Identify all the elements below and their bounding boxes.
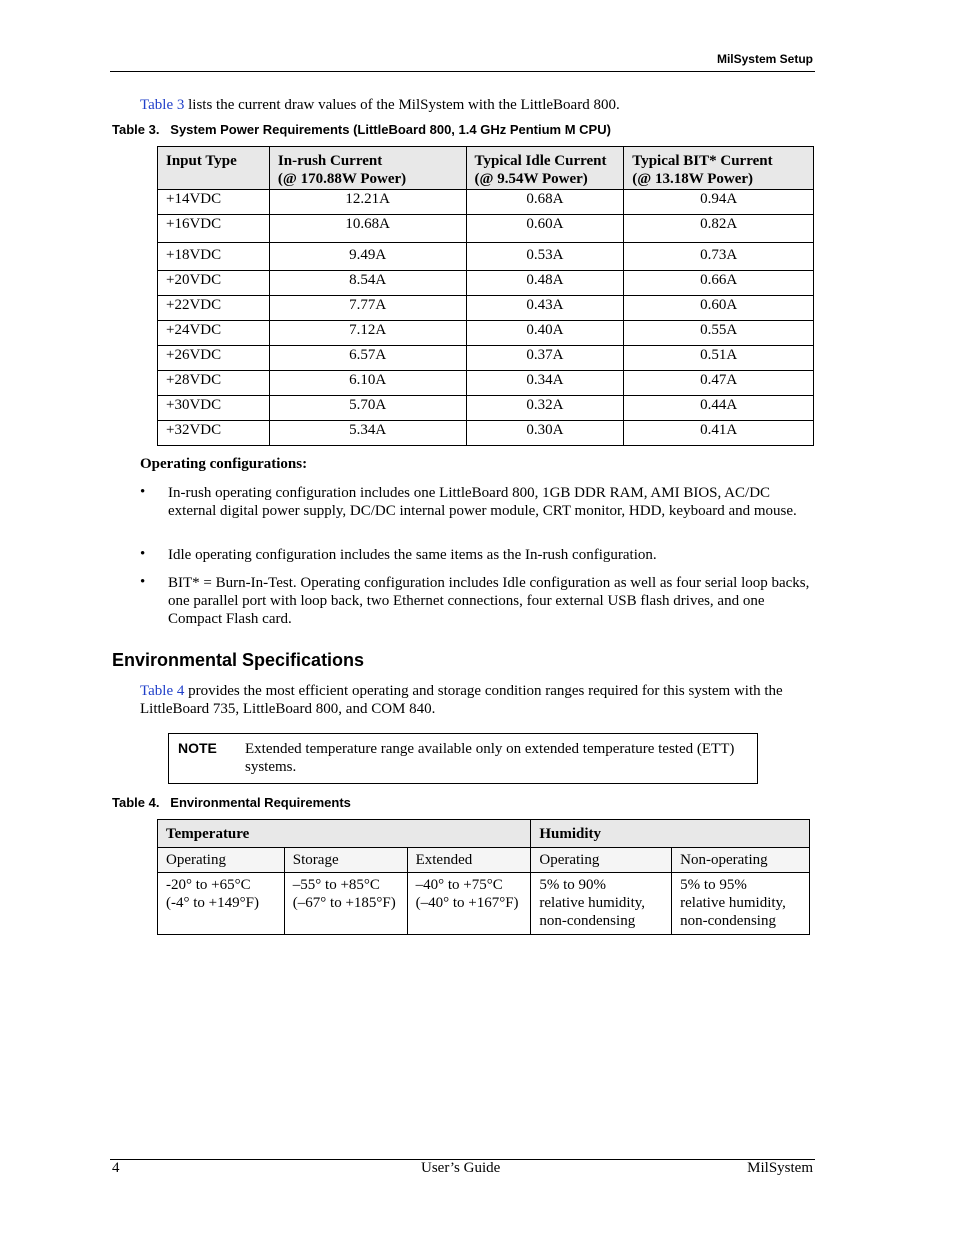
cell: 0.94A (624, 190, 814, 215)
table4-link[interactable]: Table 4 (140, 683, 185, 699)
cell: 0.68A (466, 190, 624, 215)
table-row (158, 396, 814, 421)
cell: 0.66A (624, 271, 814, 296)
cell: 5.34A (269, 421, 466, 446)
note-label: NOTE (178, 740, 217, 756)
footer-product-name: MilSystem (747, 1160, 813, 1176)
table-row (158, 271, 814, 296)
cell-temp-extended: –40° to +75°C (–40° to +167°F) (407, 873, 531, 935)
col-header-input-type: Input Type (158, 147, 270, 190)
cell: 5.70A (269, 396, 466, 421)
cell: 0.51A (624, 346, 814, 371)
cell-humidity-nonoperating: 5% to 95% relative humidity, non-condensing (672, 873, 810, 935)
power-requirements-table (157, 146, 814, 446)
environmental-heading: Environmental Specifications (112, 650, 365, 670)
table3-link[interactable]: Table 3 (140, 97, 185, 113)
table-row (158, 371, 814, 396)
header-rule (110, 71, 815, 72)
cell: 0.55A (624, 321, 814, 346)
group-header-humidity: Humidity (531, 820, 810, 848)
page-number: 4 (112, 1160, 120, 1176)
table-row (158, 873, 810, 935)
cell: 6.10A (269, 371, 466, 396)
cell: +14VDC (158, 190, 270, 215)
cell: 0.37A (466, 346, 624, 371)
cell: 0.32A (466, 396, 624, 421)
table-row (158, 296, 814, 321)
footer-guide-title: User’s Guide (421, 1160, 501, 1176)
cell: 0.60A (466, 215, 624, 243)
cell-humidity-operating: 5% to 90% relative humidity, non-condensing (531, 873, 672, 935)
col-header-bit: Typical BIT* Current (@ 13.18W Power) (624, 147, 814, 190)
note-box (168, 733, 758, 784)
cell: +24VDC (158, 321, 270, 346)
table-subheader-row (158, 848, 810, 873)
bullet-bit: BIT* = Burn-In-Test. Operating configuration includes Idle configuration as well as four serial loop backs, one parallel port with loop back, two Ethernet connections, four external USB flash drives, and one Compact Flash card. (168, 575, 810, 627)
table-row (158, 190, 814, 215)
bullet-icon: • (140, 546, 146, 562)
cell: 0.48A (466, 271, 624, 296)
subheader-temp-operating: Operating (158, 848, 285, 873)
bullet-icon: • (140, 574, 146, 590)
cell: 0.40A (466, 321, 624, 346)
environmental-intro (140, 682, 814, 718)
cell: 0.73A (624, 243, 814, 271)
table-group-header-row (158, 820, 810, 848)
cell-temp-storage: –55° to +85°C (–67° to +185°F) (284, 873, 407, 935)
subheader-temp-extended: Extended (407, 848, 531, 873)
table-row (158, 215, 814, 243)
cell: 0.43A (466, 296, 624, 321)
environmental-intro-text: provides the most efficient operating and storage condition ranges required for this system with the LittleBoard 735, LittleBoard 800, and COM 840. (140, 683, 783, 717)
cell: +30VDC (158, 396, 270, 421)
intro-text: lists the current draw values of the MilSystem with the LittleBoard 800. (184, 97, 620, 113)
cell: 8.54A (269, 271, 466, 296)
cell: +26VDC (158, 346, 270, 371)
cell: +28VDC (158, 371, 270, 396)
bullet-icon: • (140, 484, 146, 500)
cell: 7.77A (269, 296, 466, 321)
table4-caption: Table 4. Environmental Requirements (112, 795, 351, 810)
cell: +20VDC (158, 271, 270, 296)
cell: 0.30A (466, 421, 624, 446)
cell: +32VDC (158, 421, 270, 446)
cell: 0.41A (624, 421, 814, 446)
intro-paragraph (140, 96, 814, 114)
environmental-requirements-table (157, 819, 810, 935)
cell: 0.60A (624, 296, 814, 321)
subheader-humidity-nonoperating: Non-operating (672, 848, 810, 873)
cell: +18VDC (158, 243, 270, 271)
cell: 6.57A (269, 346, 466, 371)
table3-caption: Table 3. System Power Requirements (LittleBoard 800, 1.4 GHz Pentium M CPU) (112, 122, 611, 137)
table-row (158, 421, 814, 446)
col-header-idle: Typical Idle Current (@ 9.54W Power) (466, 147, 624, 190)
operating-configurations-heading: Operating configurations: (140, 456, 308, 472)
table-row (158, 346, 814, 371)
table-row (158, 321, 814, 346)
table-row (158, 243, 814, 271)
cell: +22VDC (158, 296, 270, 321)
cell: 0.44A (624, 396, 814, 421)
col-header-inrush: In-rush Current (@ 170.88W Power) (269, 147, 466, 190)
section-title: MilSystem Setup (716, 52, 813, 66)
table-header-row (158, 147, 814, 190)
cell-temp-operating: -20° to +65°C (-4° to +149°F) (158, 873, 285, 935)
cell: 0.53A (466, 243, 624, 271)
cell: 10.68A (269, 215, 466, 243)
group-header-temperature: Temperature (158, 820, 531, 848)
cell: 0.34A (466, 371, 624, 396)
cell: +16VDC (158, 215, 270, 243)
subheader-temp-storage: Storage (284, 848, 407, 873)
note-text: Extended temperature range available only on extended temperature tested (ETT) systems. (245, 741, 735, 775)
bullet-inrush: In-rush operating configuration includes one LittleBoard 800, 1GB DDR RAM, AMI BIOS, AC/DC external digital power supply, DC/DC internal power module, CRT monitor, HDD, keyboard and mouse. (168, 485, 797, 519)
cell: 0.82A (624, 215, 814, 243)
cell: 9.49A (269, 243, 466, 271)
bullet-idle: Idle operating configuration includes the same items as the In-rush configuration. (168, 547, 657, 563)
cell: 7.12A (269, 321, 466, 346)
cell: 12.21A (269, 190, 466, 215)
subheader-humidity-operating: Operating (531, 848, 672, 873)
cell: 0.47A (624, 371, 814, 396)
